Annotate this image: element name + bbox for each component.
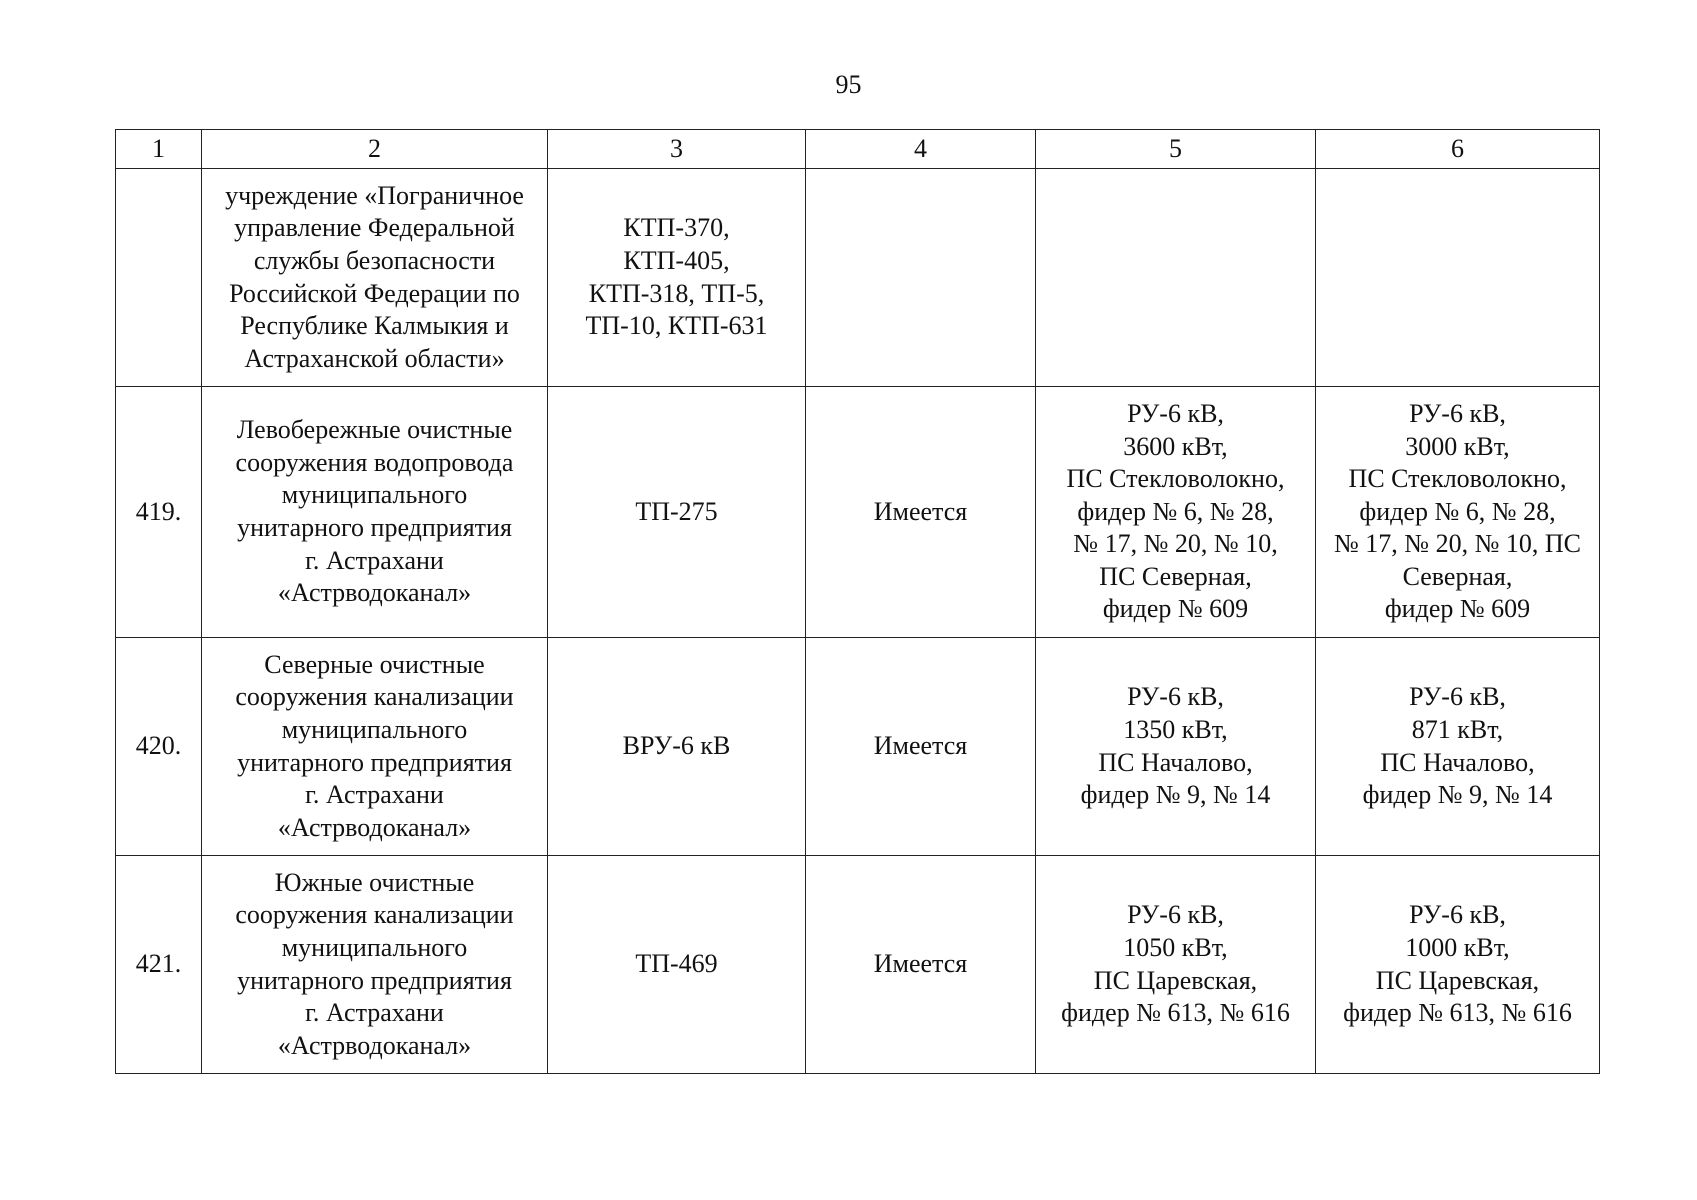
connection-point-line: ТП-275 bbox=[635, 496, 718, 526]
organization-line: «Астрводоканал» bbox=[277, 578, 472, 608]
column-6-line: № 17, № 20, № 10, ПС bbox=[1333, 529, 1582, 559]
column-5-line: фидер № 609 bbox=[1102, 594, 1249, 624]
connection-point-cell bbox=[548, 169, 806, 387]
organization-line: унитарного предприятия bbox=[237, 965, 512, 995]
organization-line: муниципального bbox=[281, 480, 468, 510]
organization-line: «Астрводоканал» bbox=[277, 1030, 472, 1060]
column-5-line: № 17, № 20, № 10, bbox=[1073, 529, 1278, 559]
organization-line: Южные очистные bbox=[274, 867, 475, 897]
column-6-line: РУ-6 кВ, bbox=[1409, 900, 1506, 930]
column-6-cell bbox=[1316, 387, 1600, 638]
column-header-2: 2 bbox=[202, 130, 548, 169]
organization-line: управление Федеральной bbox=[234, 213, 515, 243]
column-6-line: фидер № 6, № 28, bbox=[1359, 496, 1556, 526]
organization-line: сооружения канализации bbox=[235, 682, 514, 712]
row-number-cell: 421. bbox=[116, 856, 202, 1074]
table-row bbox=[116, 387, 1600, 638]
organization-line: Северные очистные bbox=[264, 649, 485, 679]
organization-line: г. Астрахани bbox=[305, 545, 444, 575]
column-6-line: ПС Стекловолокно, bbox=[1348, 464, 1567, 494]
connection-point-cell bbox=[548, 638, 806, 856]
column-6-line: ПС Царевская, bbox=[1375, 965, 1540, 995]
organization-line: «Астрводоканал» bbox=[277, 812, 472, 842]
column-header-4: 4 bbox=[806, 130, 1036, 169]
organization-line: Российской Федерации по bbox=[229, 278, 520, 308]
status-cell: Имеется bbox=[806, 856, 1036, 1074]
row-number-cell: 419. bbox=[116, 387, 202, 638]
organization-line: муниципального bbox=[281, 714, 468, 744]
column-5-cell bbox=[1036, 638, 1316, 856]
column-header-5: 5 bbox=[1036, 130, 1316, 169]
column-5-line: ПС Царевская, bbox=[1093, 965, 1258, 995]
table-row bbox=[116, 169, 1600, 387]
column-6-line: фидер № 9, № 14 bbox=[1362, 780, 1553, 810]
organization-line: унитарного предприятия bbox=[237, 747, 512, 777]
column-6-line: 871 кВт, bbox=[1411, 714, 1504, 744]
organization-cell bbox=[202, 638, 548, 856]
column-header-1: 1 bbox=[116, 130, 202, 169]
column-5-line: ПС Северная, bbox=[1099, 561, 1252, 591]
column-6-line: РУ-6 кВ, bbox=[1409, 682, 1506, 712]
column-5-cell bbox=[1036, 387, 1316, 638]
organization-line: муниципального bbox=[281, 932, 468, 962]
connection-point-line: КТП-370, bbox=[623, 213, 730, 243]
column-6-line: РУ-6 кВ, bbox=[1409, 398, 1506, 428]
row-number-cell: 420. bbox=[116, 638, 202, 856]
column-5-line: фидер № 613, № 616 bbox=[1061, 998, 1290, 1028]
organization-line: службы безопасности bbox=[253, 245, 496, 275]
column-6-cell bbox=[1316, 856, 1600, 1074]
column-5-line: ПС Стекловолокно, bbox=[1066, 464, 1285, 494]
column-5-line: 1050 кВт, bbox=[1123, 932, 1228, 962]
column-5-line: 3600 кВт, bbox=[1123, 431, 1228, 461]
connection-point-line: ВРУ-6 кВ bbox=[622, 731, 731, 761]
column-5-line: 1350 кВт, bbox=[1123, 714, 1228, 744]
connection-point-cell bbox=[548, 856, 806, 1074]
organization-line: Республике Калмыкия и bbox=[240, 311, 509, 341]
column-6-line: фидер № 609 bbox=[1384, 594, 1531, 624]
organization-cell bbox=[202, 387, 548, 638]
column-6-line: 3000 кВт, bbox=[1405, 431, 1510, 461]
organization-line: учреждение «Пограничное bbox=[225, 180, 524, 210]
organization-cell bbox=[202, 856, 548, 1074]
column-6-line: фидер № 613, № 616 bbox=[1343, 998, 1572, 1028]
column-header-3: 3 bbox=[548, 130, 806, 169]
organization-line: унитарного предприятия bbox=[237, 513, 512, 542]
table-row bbox=[116, 638, 1600, 856]
column-5-cell bbox=[1036, 856, 1316, 1074]
column-5-line: РУ-6 кВ, bbox=[1127, 900, 1224, 930]
column-6-line: Северная, bbox=[1402, 561, 1513, 591]
column-5-line: РУ-6 кВ, bbox=[1127, 398, 1224, 428]
column-6-cell bbox=[1316, 169, 1600, 387]
column-5-line: РУ-6 кВ, bbox=[1127, 682, 1224, 712]
column-5-line: фидер № 6, № 28, bbox=[1077, 496, 1274, 526]
data-table bbox=[115, 129, 1600, 1074]
status-cell: Имеется bbox=[806, 387, 1036, 638]
connection-point-line: ТП-469 bbox=[635, 949, 718, 979]
column-5-cell bbox=[1036, 169, 1316, 387]
header-row bbox=[116, 130, 1600, 169]
organization-line: Левобережные очистные bbox=[236, 415, 513, 445]
page-number: 95 bbox=[835, 70, 862, 99]
organization-line: сооружения канализации bbox=[235, 900, 514, 930]
connection-point-cell bbox=[548, 387, 806, 638]
organization-line: сооружения водопровода bbox=[235, 447, 514, 477]
column-5-line: фидер № 9, № 14 bbox=[1080, 780, 1271, 810]
organization-line: г. Астрахани bbox=[305, 780, 444, 810]
status-cell: Имеется bbox=[806, 638, 1036, 856]
column-6-line: ПС Началово, bbox=[1380, 747, 1535, 777]
column-header-6: 6 bbox=[1316, 130, 1600, 169]
organization-cell bbox=[202, 169, 548, 387]
connection-point-line: КТП-405, bbox=[623, 245, 730, 275]
column-6-cell bbox=[1316, 638, 1600, 856]
status-cell bbox=[806, 169, 1036, 387]
connection-point-line: КТП-318, ТП-5, bbox=[588, 278, 765, 308]
connection-point-line: ТП-10, КТП-631 bbox=[585, 311, 768, 341]
organization-line: Астраханской области» bbox=[244, 343, 505, 373]
row-number-cell bbox=[116, 169, 202, 387]
column-6-line: 1000 кВт, bbox=[1405, 932, 1510, 962]
organization-line: г. Астрахани bbox=[305, 998, 444, 1028]
table-row bbox=[116, 856, 1600, 1074]
column-5-line: ПС Началово, bbox=[1098, 747, 1253, 777]
